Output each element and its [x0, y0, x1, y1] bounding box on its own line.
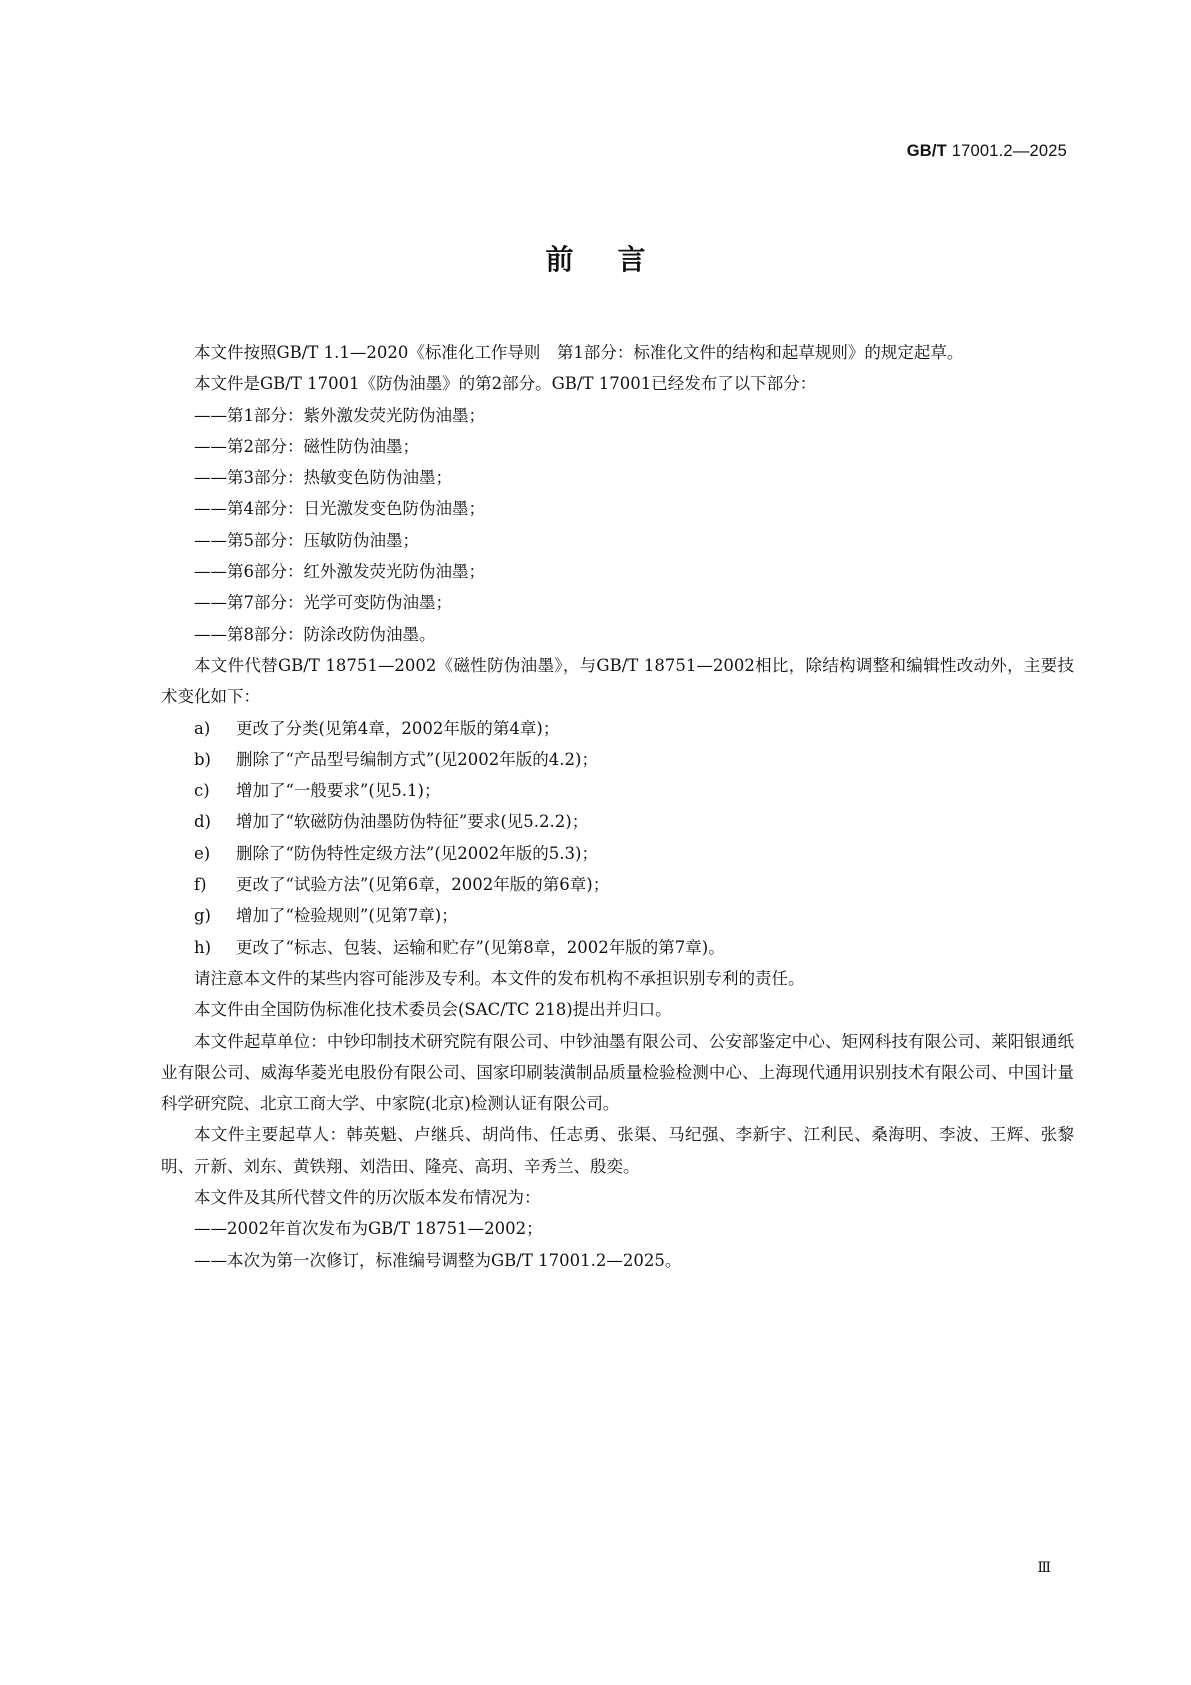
change-list-item — [161, 775, 1074, 806]
paragraph-replacement: 本文件代替GB/T 18751—2002《磁性防伪油墨》，与GB/T 18751—2002相比，除结构调整和编辑性改动外，主要技术变化如下： — [161, 655, 1074, 707]
history-list-item: ——本次为第一次修订，标准编号调整为GB/T 17001.2—2025。 — [194, 1250, 682, 1270]
change-list-marker: d) — [194, 812, 211, 832]
part-list-item: ——第8部分：防涂改防伪油墨。 — [194, 624, 436, 644]
foreword-body — [161, 337, 1074, 1276]
change-list-item — [161, 744, 1074, 775]
change-list-text: 更改了分类(见第4章，2002年版的第4章)； — [236, 718, 560, 738]
part-list-item: ——第6部分：红外激发荧光防伪油墨； — [194, 562, 485, 582]
history-list-item: ——2002年首次发布为GB/T 18751—2002； — [194, 1219, 543, 1239]
part-list-item: ——第2部分：磁性防伪油墨； — [194, 436, 419, 456]
document-code-prefix: GB/T — [906, 142, 947, 160]
change-list-item — [161, 713, 1074, 744]
change-list-item — [161, 932, 1074, 963]
paragraph-series-intro: 本文件是GB/T 17001《防伪油墨》的第2部分。GB/T 17001已经发布了以下部分： — [194, 374, 817, 394]
change-list-item — [161, 900, 1074, 931]
change-list-text: 增加了“检验规则”(见第7章)； — [236, 906, 458, 926]
change-list-item — [161, 806, 1074, 837]
paragraph-proposer: 本文件由全国防伪标准化技术委员会(SAC/TC 218)提出并归口。 — [194, 1000, 672, 1020]
paragraph-drafting-organizations: 本文件起草单位：中钞印制技术研究院有限公司、中钞油墨有限公司、公安部鉴定中心、矩网科技有限公司、莱阳银通纸业有限公司、威海华菱光电股份有限公司、国家印刷装潢制品质量检验检测中心、上海现代通用识别技术有限公司、中国计量科学研究院、北京工商大学、中家院(北京)检测认证有限公司。 — [161, 1031, 1074, 1114]
change-list-marker: h) — [194, 937, 212, 957]
change-list-text: 增加了“软磁防伪油墨防伪特征”要求(见5.2.2)； — [236, 812, 589, 832]
change-list-marker: f) — [194, 875, 207, 895]
part-list-item: ——第5部分：压敏防伪油墨； — [194, 530, 419, 550]
change-list-marker: c) — [194, 781, 210, 801]
paragraph-version-history: 本文件及其所代替文件的历次版本发布情况为： — [194, 1188, 541, 1208]
change-list-marker: e) — [194, 843, 211, 863]
change-list-marker: a) — [194, 718, 211, 738]
part-list-item: ——第4部分：日光激发变色防伪油墨； — [194, 499, 485, 519]
change-list-marker: g) — [194, 906, 211, 926]
part-list-item: ——第7部分：光学可变防伪油墨； — [194, 593, 452, 613]
change-list-text: 删除了“防伪特性定级方法”(见2002年版的5.3)； — [236, 843, 598, 863]
document-code — [907, 142, 1067, 161]
document-code-number: 17001.2—2025 — [946, 142, 1067, 160]
page-number: Ⅲ — [1037, 1560, 1051, 1576]
change-list-item — [161, 838, 1074, 869]
paragraph-main-drafters: 本文件主要起草人：韩英魁、卢继兵、胡尚伟、任志勇、张渠、马纪强、李新宇、江利民、桑海明、李波、王辉、张黎明、亓新、刘东、黄铁翔、刘浩田、隆亮、高玥、辛秀兰、殷奕。 — [161, 1125, 1074, 1176]
part-list-item: ——第1部分：紫外激发荧光防伪油墨； — [194, 405, 485, 425]
paragraph-patent-notice: 请注意本文件的某些内容可能涉及专利。本文件的发布机构不承担识别专利的责任。 — [194, 968, 805, 988]
change-list-marker: b) — [194, 749, 211, 769]
page-title: 前言 — [545, 243, 690, 276]
change-list-text: 增加了“一般要求”(见5.1)； — [236, 781, 441, 801]
change-list-text: 更改了“试验方法”(见第6章，2002年版的第6章)； — [236, 875, 610, 895]
change-list-text: 更改了“标志、包装、运输和贮存”(见第8章，2002年版的第7章)。 — [236, 937, 725, 957]
change-list-text: 删除了“产品型号编制方式”(见2002年版的4.2)； — [236, 749, 598, 769]
paragraph-drafting-rules: 本文件按照GB/T 1.1—2020《标准化工作导则 第1部分：标准化文件的结构和起草规则》的规定起草。 — [194, 343, 964, 362]
part-list-item: ——第3部分：热敏变色防伪油墨； — [194, 468, 452, 488]
change-list-item — [161, 869, 1074, 900]
